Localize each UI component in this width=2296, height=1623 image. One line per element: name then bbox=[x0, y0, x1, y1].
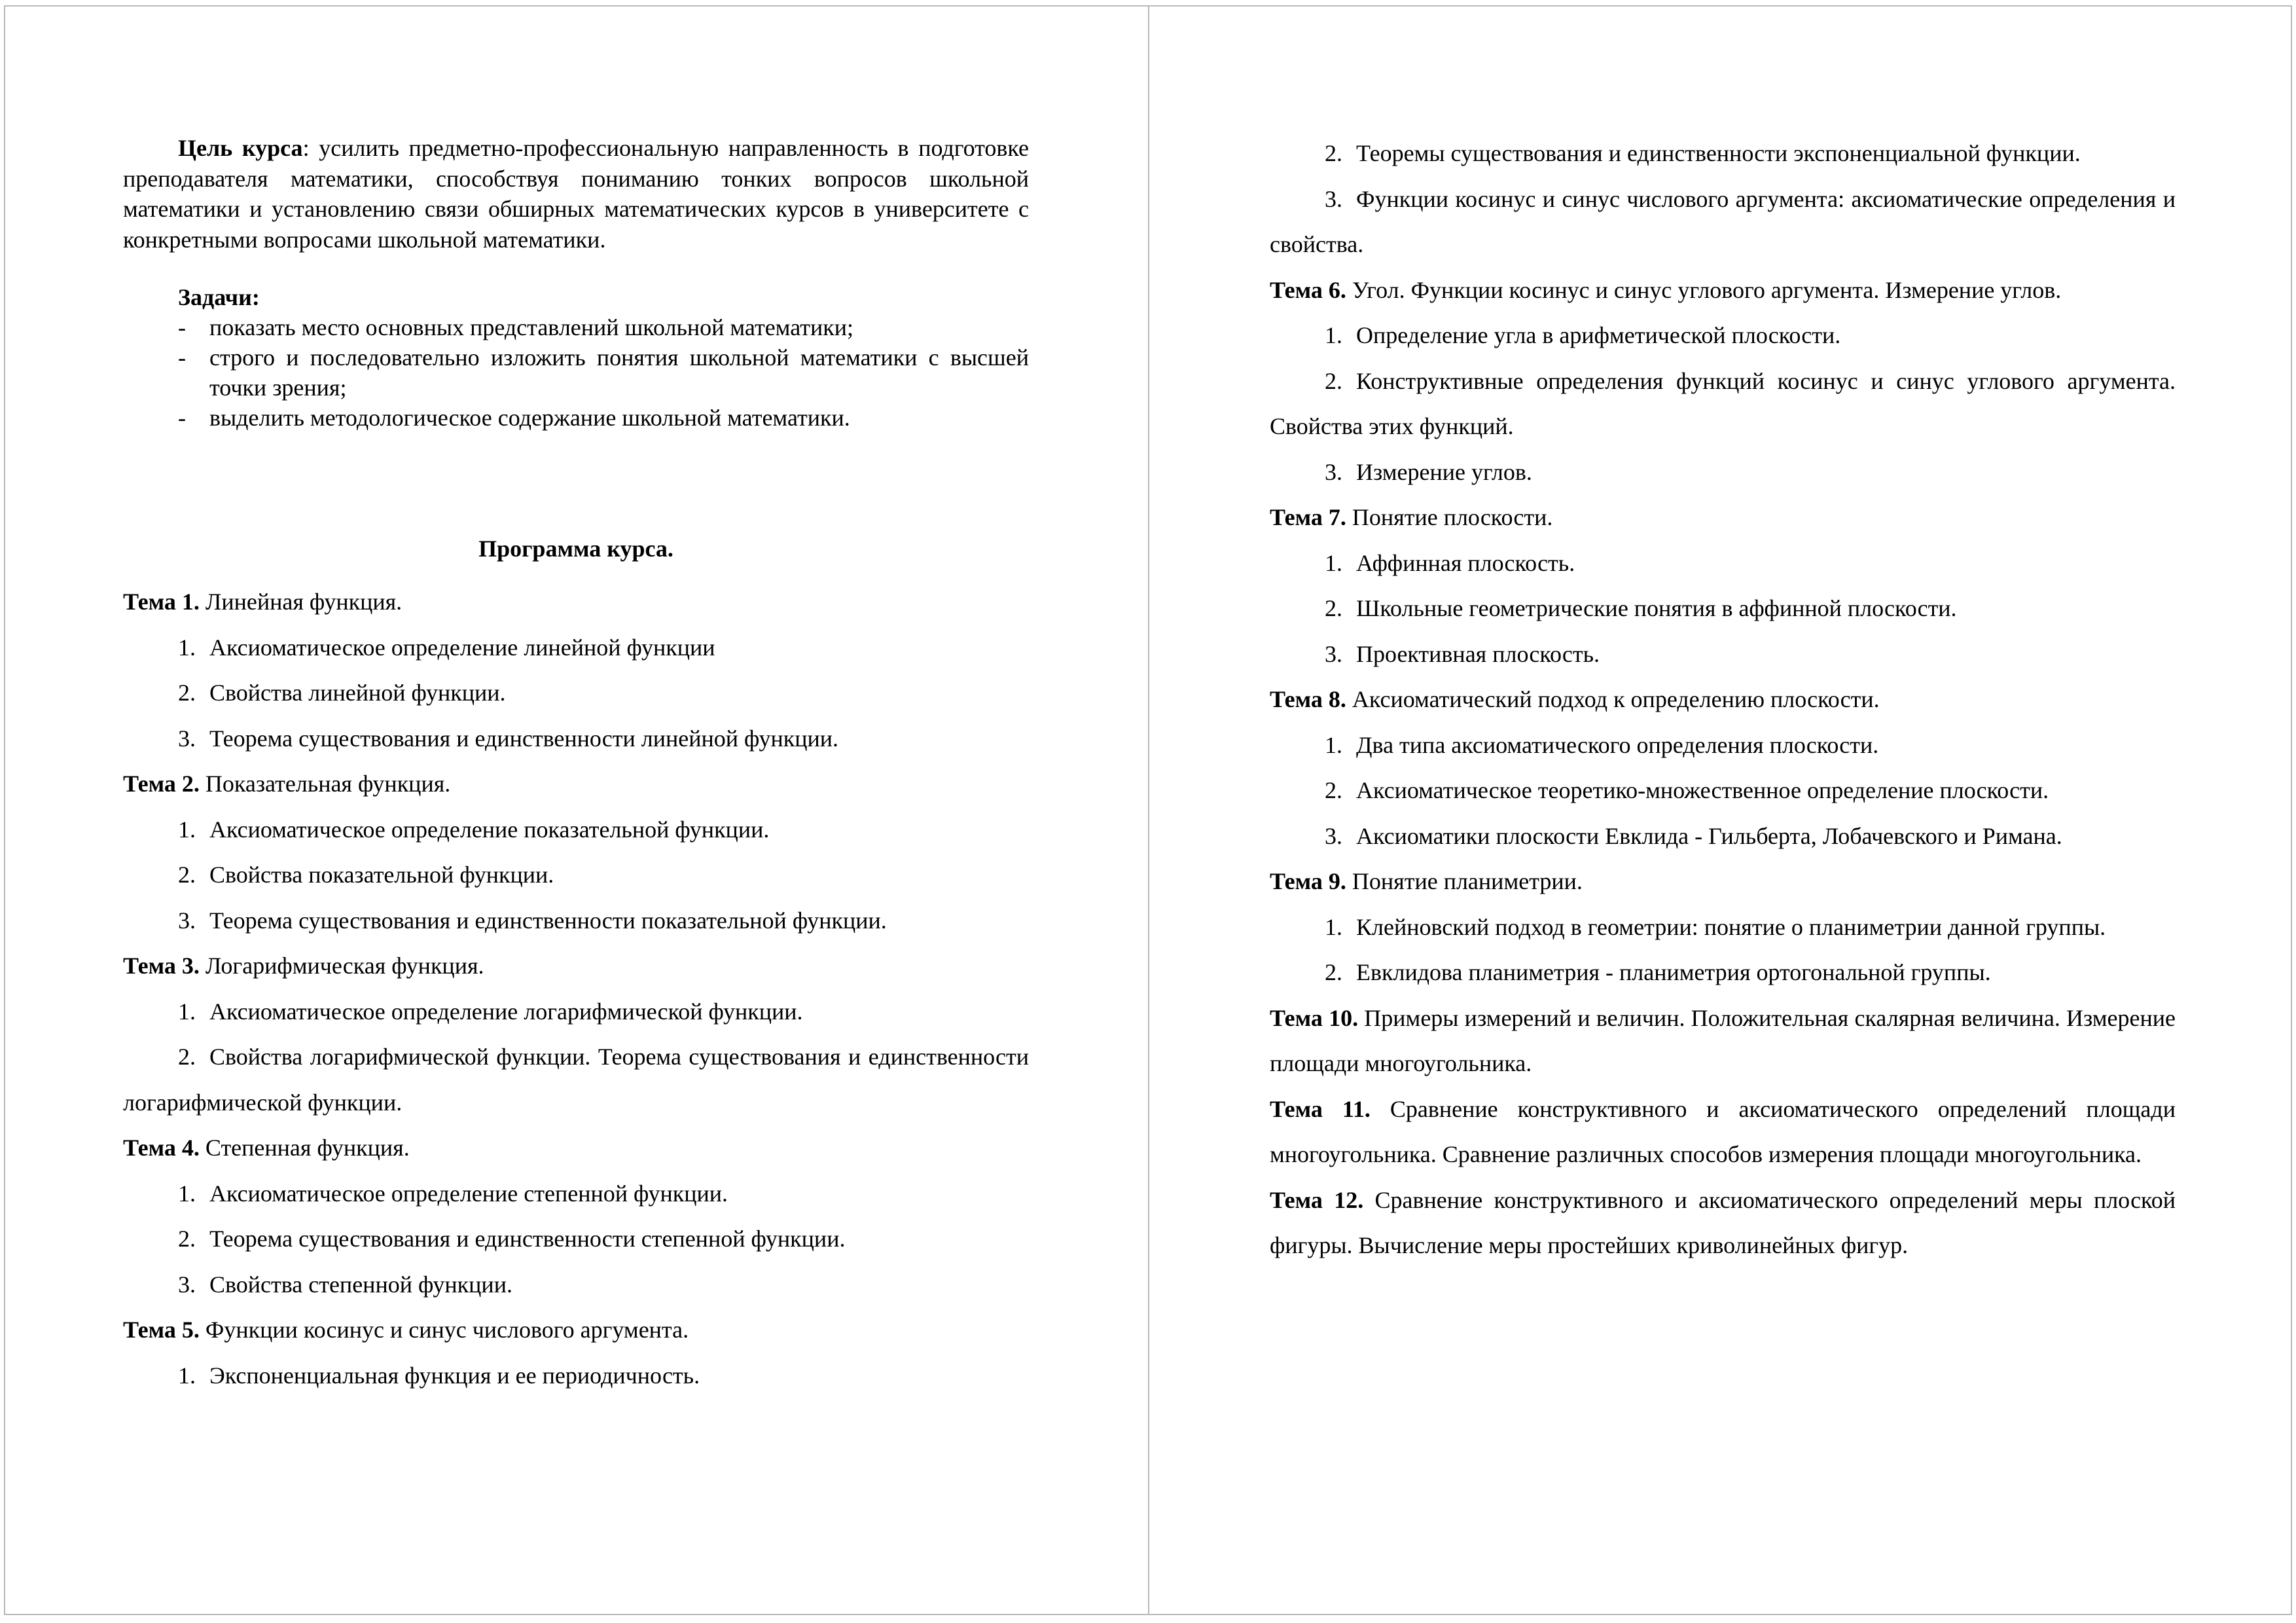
topic-item-text: Два типа аксиоматического определения плоскости. bbox=[1356, 731, 1879, 758]
topic-label: Тема 10. bbox=[1270, 1004, 1359, 1031]
topic-item-text: Функции косинус и синус числового аргумента: аксиоматические определения и свойства. bbox=[1270, 185, 2176, 257]
topic-label: Тема 11. bbox=[1270, 1095, 1371, 1122]
topic-item-text: Аксиоматическое определение показательной функции. bbox=[209, 816, 770, 843]
topic-7-heading bbox=[1270, 495, 2176, 541]
task-item-text: показать место основных представлений школьной математики; bbox=[209, 314, 854, 340]
topic-title: Угол. Функции косинус и синус углового аргумента. Измерение углов. bbox=[1346, 276, 2062, 303]
tasks-title: Задачи: bbox=[178, 284, 260, 310]
topic-6-item-3: 3. Измерение углов. bbox=[1325, 458, 1532, 485]
topic-6-item-2: 2. Конструктивные определения функций косинус и синус углового аргумента. Свойства этих функций. bbox=[1270, 367, 2176, 439]
topic-item-text: Определение угла в арифметической плоскости. bbox=[1356, 322, 1841, 348]
topic-3-item-2: 2. Свойства логарифмической функции. Теорема существования и единственности логарифмической функции. bbox=[123, 1044, 1029, 1116]
topic-7-item-3: 3. Проективная плоскость. bbox=[1325, 640, 1600, 667]
topic-item-text: Конструктивные определения функций косинус и синус углового аргумента. Свойства этих функций. bbox=[1270, 367, 2176, 439]
course-goal bbox=[123, 133, 1029, 255]
course-goal-paragraph bbox=[123, 133, 1029, 255]
topic-8-item-2: 2. Аксиоматическое теоретико-множественное определение плоскости. bbox=[1325, 777, 2049, 803]
topic-8-item-3: 3. Аксиоматики плоскости Евклида - Гильберта, Лобачевского и Римана. bbox=[1325, 822, 2062, 849]
left-column bbox=[123, 133, 1029, 1398]
topic-1-heading bbox=[123, 579, 1029, 625]
left-page bbox=[4, 5, 1151, 1615]
topic-item-text: Экспоненциальная функция и ее периодичность. bbox=[209, 1362, 700, 1389]
topic-title: Понятие планиметрии. bbox=[1346, 868, 1583, 894]
topic-4-item-1: 1. Аксиоматическое определение степенной функции. bbox=[178, 1180, 728, 1207]
topic-6-item-1: 1. Определение угла в арифметической плоскости. bbox=[1325, 322, 1841, 348]
topic-label: Тема 7. bbox=[1270, 504, 1346, 530]
topic-10-heading bbox=[1270, 996, 2176, 1087]
topic-item-text: Аксиоматическое определение логарифмической функции. bbox=[209, 998, 803, 1025]
course-goal-text: : усилить предметно-профессиональную направленность в подготовке преподавателя математики, способствуя пониманию тонких вопросов школьной математики и установлению связи обширных математических курсов в университете с конкретными вопросами школьной математики. bbox=[123, 135, 1029, 253]
topic-item-text: Свойства линейной функции. bbox=[209, 680, 506, 706]
topic-3-heading bbox=[123, 943, 1029, 989]
topic-item-text: Измерение углов. bbox=[1356, 458, 1532, 485]
program-topics-left bbox=[123, 579, 1029, 1398]
topic-label: Тема 12. bbox=[1270, 1186, 1364, 1213]
topic-9-heading bbox=[1270, 859, 2176, 905]
topic-title: Сравнение конструктивного и аксиоматического определений меры плоской фигуры. Вычисление меры простейших криволинейных фигур. bbox=[1270, 1186, 2176, 1258]
task-item-text: выделить методологическое содержание школьной математики. bbox=[209, 405, 850, 431]
tasks-list bbox=[123, 312, 1029, 433]
topic-4-heading bbox=[123, 1125, 1029, 1171]
topic-2-item-3: 3. Теорема существования и единственности показательной функции. bbox=[178, 907, 887, 934]
topic-9-item-2: 2. Евклидова планиметрия - планиметрия ортогональной группы. bbox=[1325, 959, 1991, 985]
topic-8-heading bbox=[1270, 677, 2176, 723]
topic-4-item-2: 2. Теорема существования и единственности степенной функции. bbox=[178, 1226, 846, 1252]
topic-item-text: Аффинная плоскость. bbox=[1356, 549, 1575, 576]
topic-item-text: Проективная плоскость. bbox=[1356, 640, 1600, 667]
topic-item-text: Теорема существования и единственности степенной функции. bbox=[209, 1226, 846, 1252]
topic-1-item-3: 3. Теорема существования и единственности линейной функции. bbox=[178, 725, 838, 752]
topic-item-text: Клейновский подход в геометрии: понятие о планиметрии данной группы. bbox=[1356, 913, 2106, 940]
topic-label: Тема 6. bbox=[1270, 276, 1346, 303]
topic-label: Тема 4. bbox=[123, 1135, 200, 1161]
topic-5-item-3: 3. Функции косинус и синус числового аргумента: аксиоматические определения и свойства. bbox=[1270, 185, 2176, 257]
topic-title: Примеры измерений и величин. Положительная скалярная величина. Измерение площади многоугольника. bbox=[1270, 1004, 2176, 1076]
topic-title: Сравнение конструктивного и аксиоматического определений площади многоугольника. Сравнение различных способов измерения площади многоугольника. bbox=[1270, 1095, 2176, 1167]
topic-label: Тема 5. bbox=[123, 1317, 200, 1343]
right-column bbox=[1270, 131, 2176, 1269]
topic-label: Тема 3. bbox=[123, 953, 200, 979]
program-title: Программа курса. bbox=[478, 536, 673, 562]
topic-item-text: Школьные геометрические понятия в аффинной плоскости. bbox=[1356, 595, 1957, 621]
topic-item-text: Евклидова планиметрия - планиметрия ортогональной группы. bbox=[1356, 959, 1991, 985]
task-item: - показать место основных представлений школьной математики; bbox=[178, 314, 854, 340]
topic-item-text: Аксиоматическое определение линейной функции bbox=[209, 634, 715, 661]
topic-12-heading bbox=[1270, 1178, 2176, 1269]
topic-item-text: Аксиоматическое определение степенной функции. bbox=[209, 1180, 728, 1207]
topic-11-heading bbox=[1270, 1087, 2176, 1178]
topic-5-item-2: 2. Теоремы существования и единственности экспоненциальной функции. bbox=[1325, 140, 2081, 166]
task-item: - выделить методологическое содержание школьной математики. bbox=[178, 405, 850, 431]
topic-item-text: Теоремы существования и единственности экспоненциальной функции. bbox=[1356, 140, 2081, 166]
topic-title: Аксиоматический подход к определению плоскости. bbox=[1346, 686, 1880, 712]
topic-4-item-3: 3. Свойства степенной функции. bbox=[178, 1271, 512, 1298]
course-goal-label: Цель курса bbox=[178, 135, 303, 161]
topic-label: Тема 8. bbox=[1270, 686, 1346, 712]
topic-item-text: Свойства показательной функции. bbox=[209, 862, 554, 888]
topic-label: Тема 2. bbox=[123, 771, 200, 797]
topic-9-item-1: 1. Клейновский подход в геометрии: понятие о планиметрии данной группы. bbox=[1325, 913, 2106, 940]
topic-title: Показательная функция. bbox=[199, 771, 451, 797]
topic-title: Логарифмическая функция. bbox=[199, 953, 484, 979]
topic-item-text: Аксиоматическое теоретико-множественное определение плоскости. bbox=[1356, 777, 2049, 803]
topic-6-heading bbox=[1270, 268, 2176, 314]
topic-title: Линейная функция. bbox=[199, 589, 403, 615]
topic-1-item-1: 1. Аксиоматическое определение линейной функции bbox=[178, 634, 715, 661]
topic-label: Тема 9. bbox=[1270, 868, 1346, 894]
topic-5-item-1: 1. Экспоненциальная функция и ее периодичность. bbox=[178, 1362, 700, 1389]
topic-label: Тема 1. bbox=[123, 589, 200, 615]
task-item-text: строго и последовательно изложить понятия школьной математики с высшей точки зрения; bbox=[209, 344, 1029, 401]
tasks-block bbox=[123, 282, 1029, 433]
topic-item-text: Теорема существования и единственности показательной функции. bbox=[209, 907, 887, 934]
topic-7-item-1: 1. Аффинная плоскость. bbox=[1325, 549, 1575, 576]
topic-item-text: Теорема существования и единственности линейной функции. bbox=[209, 725, 838, 752]
topic-1-item-2: 2. Свойства линейной функции. bbox=[178, 680, 506, 706]
topic-item-text: Свойства логарифмической функции. Теорема существования и единственности логарифмической функции. bbox=[123, 1044, 1029, 1116]
topic-2-item-1: 1. Аксиоматическое определение показательной функции. bbox=[178, 816, 770, 843]
topic-2-item-2: 2. Свойства показательной функции. bbox=[178, 862, 554, 888]
topic-title: Функции косинус и синус числового аргумента. bbox=[199, 1317, 689, 1343]
topic-2-heading bbox=[123, 761, 1029, 807]
topic-3-item-1: 1. Аксиоматическое определение логарифмической функции. bbox=[178, 998, 803, 1025]
right-page bbox=[1148, 5, 2292, 1615]
topic-5-heading bbox=[123, 1307, 1029, 1353]
topic-title: Степенная функция. bbox=[199, 1135, 410, 1161]
topic-title: Понятие плоскости. bbox=[1346, 504, 1553, 530]
topic-item-text: Аксиоматики плоскости Евклида - Гильберта, Лобачевского и Римана. bbox=[1356, 822, 2062, 849]
task-item: - строго и последовательно изложить понятия школьной математики с высшей точки зрения; bbox=[178, 344, 1029, 401]
topic-7-item-2: 2. Школьные геометрические понятия в аффинной плоскости. bbox=[1325, 595, 1957, 621]
topic-8-item-1: 1. Два типа аксиоматического определения плоскости. bbox=[1325, 731, 1879, 758]
topic-item-text: Свойства степенной функции. bbox=[209, 1271, 512, 1298]
